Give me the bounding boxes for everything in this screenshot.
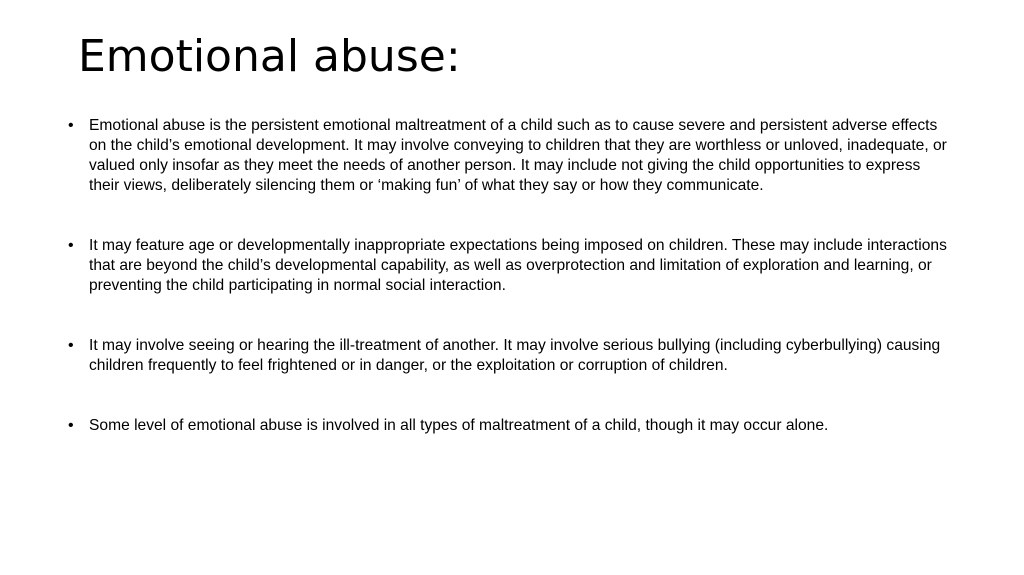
bullet-marker: • xyxy=(68,337,74,354)
bullet-text: It may involve seeing or hearing the ill-treatment of another. It may involve serious bullying (including cyberbullying) causing children frequently to feel frightened or in danger, or the exploitation or corruption of children. xyxy=(89,337,941,374)
bullet-item xyxy=(68,116,953,196)
slide-title: Emotional abuse: xyxy=(78,31,461,82)
bullet-marker: • xyxy=(68,117,74,134)
bullet-text: Some level of emotional abuse is involved in all types of maltreatment of a child, though it may occur alone. xyxy=(89,417,829,434)
bullet-text: Emotional abuse is the persistent emotional maltreatment of a child such as to cause severe and persistent adverse effects on the child’s emotional development. It may involve conveying to children that they are worthless or unloved, inadequate, or valued only insofar as they meet the needs of another person. It may include not giving the child opportunities to express their views, deliberately silencing them or ‘making fun’ of what they say or how they communicate. xyxy=(89,117,947,194)
bullet-item xyxy=(68,416,953,436)
bullet-text: It may feature age or developmentally inappropriate expectations being imposed on children. These may include interactions that are beyond the child’s developmental capability, as well as overprotection and limitation of exploration and learning, or preventing the child participating in normal social interaction. xyxy=(89,237,947,294)
bullet-item xyxy=(68,236,953,296)
bullet-marker: • xyxy=(68,417,74,434)
bullet-list xyxy=(68,116,953,436)
bullet-marker: • xyxy=(68,237,74,254)
bullet-item xyxy=(68,336,953,376)
